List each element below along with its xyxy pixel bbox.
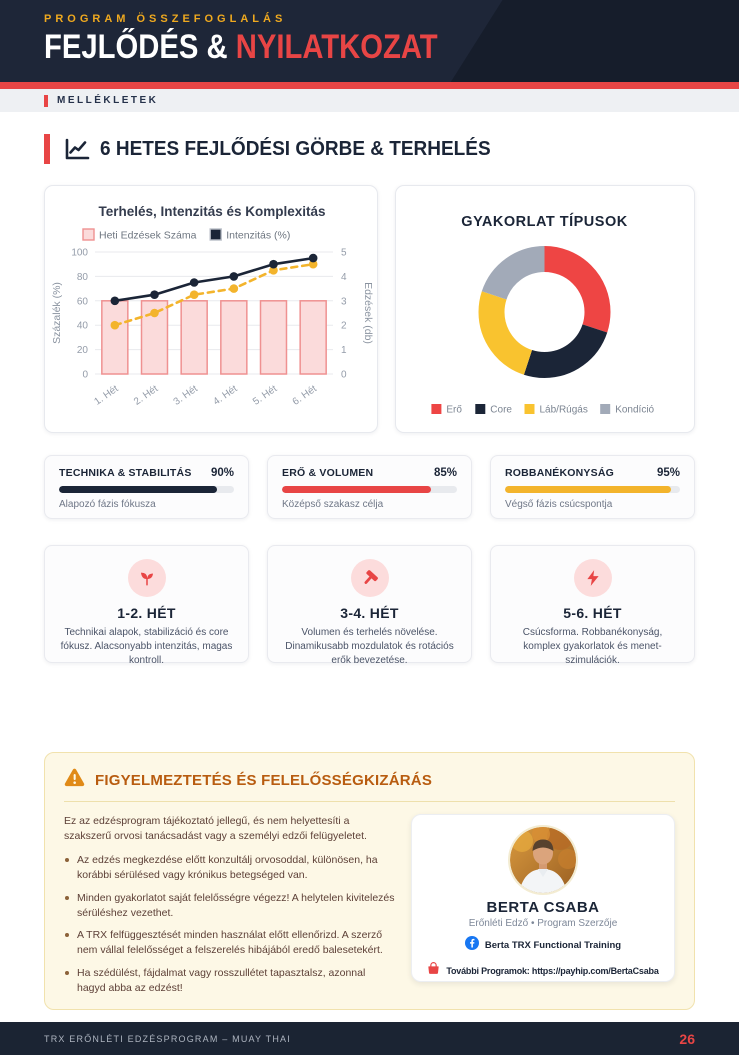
avatar [510,827,576,893]
svg-text:0: 0 [82,369,88,381]
svg-text:0: 0 [341,369,347,381]
donut-chart [396,186,693,432]
svg-text:4. Hét: 4. Hét [211,383,240,408]
header-eyebrow: PROGRAM ÖSSZEFOGLALÁS [44,13,287,25]
svg-text:2: 2 [341,320,347,332]
programs-label: További Programok: https://payhip.com/BertaCsaba [446,966,659,976]
week-card-1-2 [44,545,249,667]
svg-text:6. Hét: 6. Hét [290,383,319,408]
stat-title: TECHNIKA & STABILITÁS [59,467,192,479]
facebook-link[interactable] [422,936,664,955]
week-body: Technikai alapok, stabilizáció és core fókusz. Alacsonyabb intenzitás, magas kontroll. [60,627,233,667]
author-name: BERTA CSABA [486,899,600,916]
disclaimer-bullet: A TRX felfüggesztését minden használat előtt ellenőrizd. A szerző nem vállal felelősséget a felszerelés hibájából eredő balesetekért. [64,928,395,958]
svg-text:Kondíció: Kondíció [615,404,655,416]
week-title: 1-2. HÉT [117,605,176,621]
facebook-label: Berta TRX Functional Training [484,940,622,951]
stat-percent: 95% [656,467,680,479]
disclaimer-divider [64,801,675,802]
week-body: Csúcsforma. Robbanékonyság, komplex gyakorlatok és menet-szimulációk. [522,627,663,667]
svg-text:100: 100 [71,247,88,259]
page-title-white: FEJLŐDÉS & [44,28,236,66]
author-profile-card [411,814,675,982]
stat-card-ero [267,455,472,519]
week-body: Volumen és terhelés növelése. Dinamikusabb mozdulatok és rotációs erők bevezetése. [285,627,454,667]
stat-caption: Középső szakasz célja [282,499,384,510]
svg-text:Százalék (%): Százalék (%) [51,282,63,344]
stat-title: ROBBANÉKONYSÁG [505,467,614,479]
svg-text:3: 3 [341,296,347,308]
progress-fill [282,486,431,493]
disclaimer-title: FIGYELMEZTETÉS ÉS FELELŐSSÉGKIZÁRÁS [95,771,433,789]
svg-text:3. Hét: 3. Hét [171,383,200,408]
stat-card-technika [44,455,249,519]
bolt-icon [574,559,612,597]
svg-text:GYAKORLAT TÍPUSOK: GYAKORLAT TÍPUSOK [461,214,628,230]
stat-caption: Végső fázis csúcspontja [505,499,613,510]
stat-percent: 90% [210,467,234,479]
section-header [44,133,695,165]
stat-percent: 85% [433,467,457,479]
header-red-stripe [0,82,739,89]
stat-caption: Alapozó fázis fókusza [59,499,156,510]
svg-text:60: 60 [76,296,88,308]
facebook-icon [465,936,479,955]
progress-fill [505,486,671,493]
section-accent-bar [44,134,50,164]
donut-chart-card [395,185,695,433]
disclaimer-intro: Ez az edzésprogram tájékoztató jellegű, és nem helyettesíti a szakszerű orvosi tanácsadást vagy a személyi edzői felügyeletet. [64,815,367,842]
disclaimer-bullet: Ha szédülést, fájdalmat vagy rosszullétet tapasztalsz, azonnal hagyd abba az edzést! [64,966,395,996]
breadcrumb: MELLÉKLETEK [57,95,159,106]
svg-text:5: 5 [341,247,347,259]
svg-text:Láb/Rúgás: Láb/Rúgás [539,404,588,416]
svg-text:20: 20 [76,345,88,357]
svg-text:5. Hét: 5. Hét [251,383,280,408]
week-card-5-6 [490,545,695,667]
svg-text:Intenzitás (%): Intenzitás (%) [226,229,291,242]
svg-text:40: 40 [76,320,88,332]
warning-icon [64,768,85,792]
svg-text:80: 80 [76,271,88,283]
svg-text:Heti Edzések Száma: Heti Edzések Száma [99,229,197,242]
week-card-3-4 [267,545,472,667]
svg-text:Core: Core [490,404,512,416]
breadcrumb-accent-bar [44,95,48,107]
week-title: 3-4. HÉT [340,605,399,621]
disclaimer-box [44,752,695,1010]
stat-card-robbanekonysag [490,455,695,519]
progress-track [505,486,680,493]
hammer-icon [351,559,389,597]
svg-text:1: 1 [341,345,347,357]
combo-chart [45,186,379,432]
svg-text:Erő: Erő [446,404,462,416]
breadcrumb-strip [0,89,739,112]
page-footer [0,1022,739,1055]
seedling-icon [128,559,166,597]
page-number: 26 [679,1030,695,1047]
svg-text:Terhelés, Intenzitás és Komple: Terhelés, Intenzitás és Komplexitás [98,204,326,219]
disclaimer-bullet: Az edzés megkezdése előtt konzultálj orvosoddal, különösen, ha korábbi sérülésed vagy krónikus betegséged van. [64,853,395,883]
page-title [44,28,642,67]
charts-row [44,185,695,433]
bag-icon [427,962,440,980]
progress-fill [59,486,217,493]
disclaimer-bullet: Minden gyakorlatot saját felelősségre végezz! A helytelen kivitelezés sérüléshez vezethet. [64,891,395,921]
section-title: 6 HETES FEJLŐDÉSI GÖRBE & TERHELÉS [100,137,491,160]
programs-link[interactable] [422,962,664,980]
footer-program-name: TRX ERŐNLÉTI EDZÉSPROGRAM – MUAY THAI [44,1033,291,1044]
stats-row [44,455,695,519]
svg-text:4: 4 [341,271,347,283]
disclaimer-bullet-list [64,853,395,996]
author-role: Erőnléti Edző • Program Szerzője [468,918,618,929]
progress-track [282,486,457,493]
svg-text:1. Hét: 1. Hét [92,383,121,408]
combo-chart-card [44,185,378,433]
weeks-row [44,545,695,667]
chart-line-icon [64,137,90,161]
svg-text:Edzések (db): Edzések (db) [362,282,374,344]
page-header [0,0,739,82]
week-title: 5-6. HÉT [563,605,622,621]
page-title-red: NYILATKOZAT [235,28,438,66]
progress-track [59,486,234,493]
stat-title: ERŐ & VOLUMEN [282,467,374,479]
svg-text:2. Hét: 2. Hét [132,383,161,408]
